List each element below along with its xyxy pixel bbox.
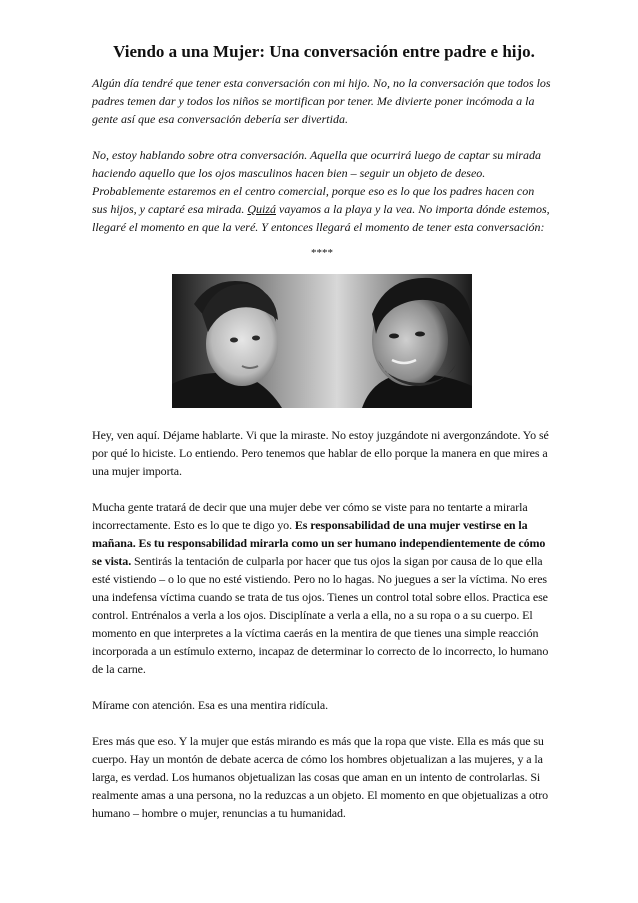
intro-paragraph-2 [92,146,552,236]
section-separator: **** [311,247,333,259]
body-paragraph-2-start: Mucha gente tratará de decir que una mujer debe ver cómo se viste para no tentarte a mirarla incorrectamente. Esto es lo que te digo yo. [92,500,528,532]
document-title: Viendo a una Mujer: Una conversación entre padre e hijo. [113,42,535,61]
body-paragraph-2-bold: Es responsabilidad de una mujer vestirse en la mañana. Es tu responsabilidad mirarla como un ser humano independientemente de cómo se vista. [92,518,546,568]
father-son-photo [172,274,472,408]
intro-paragraph-2-text-a: No, estoy hablando sobre otra conversación. Aquella que ocurrirá luego de captar su mirada haciendo aquello que los ojos masculinos hacen bien – seguir un objeto de deseo. Probablemente estaremos en el centro comercial, porque eso es lo que los padres hacen con sus hijos, y captaré esa mirada. [92,148,541,216]
body-paragraph-3: Mírame con atención. Esa es una mentira ridícula. [92,698,329,712]
body-paragraph-2 [92,498,552,678]
body-paragraph-4: Eres más que eso. Y la mujer que estás mirando es más que la ropa que viste. Ella es más que su cuerpo. Hay un montón de debate acerca de cómo los hombres objetualizan a las mujeres, y a la larga, es verdad. Los humanos objetualizan las cosas que aman en un intento de controlarlas. Si realmente amas a una persona, no la reduzcas a un objeto. El momento en que objetualizas a otro humano – hombre o mujer, renuncias a tu humanidad. [92,734,548,820]
body-paragraph-1: Hey, ven aquí. Déjame hablarte. Vi que la miraste. No estoy juzgándote ni avergonzándote. Yo sé por qué lo hiciste. Lo entiendo. Pero tenemos que hablar de ello porque la manera en que mires a una mujer importa. [92,428,549,478]
intro-paragraph-2-underlined: Quizá [247,202,276,216]
document-page [92,40,552,822]
body-paragraph-2-end: Sentirás la tentación de culparla por hacer que tus ojos la sigan por causa de lo que ella esté vistiendo – o lo que no esté vistiendo. Pero no lo hagas. No juegues a ser la víctima. No eres una indefensa víctima cuando se trata de tus ojos. Tienes un control total sobre ellos. Practica ese control. Entrénalos a verla a los ojos. Disciplínate a verla a ella, no a su ropa o a su cuerpo. El momento en que interpretes a la víctima caerás en la mentira de que tienes una simple reacción incorporada a un estímulo externo, incapaz de determinar lo correcto de lo incorrecto, lo humano de la carne. [92,554,549,676]
intro-paragraph-2-text-b: vayamos a la playa y la vea. No importa dónde estemos, llegaré el momento en que la veré. Y entonces llegará el momento de tener esta conversación: [92,202,550,234]
intro-paragraph-1: Algún día tendré que tener esta conversación con mi hijo. No, no la conversación que todos los padres temen dar y todos los niños se mortifican por tener. Me divierte poner incómoda a la gente así que esa conversación debería ser divertida. [92,76,551,126]
